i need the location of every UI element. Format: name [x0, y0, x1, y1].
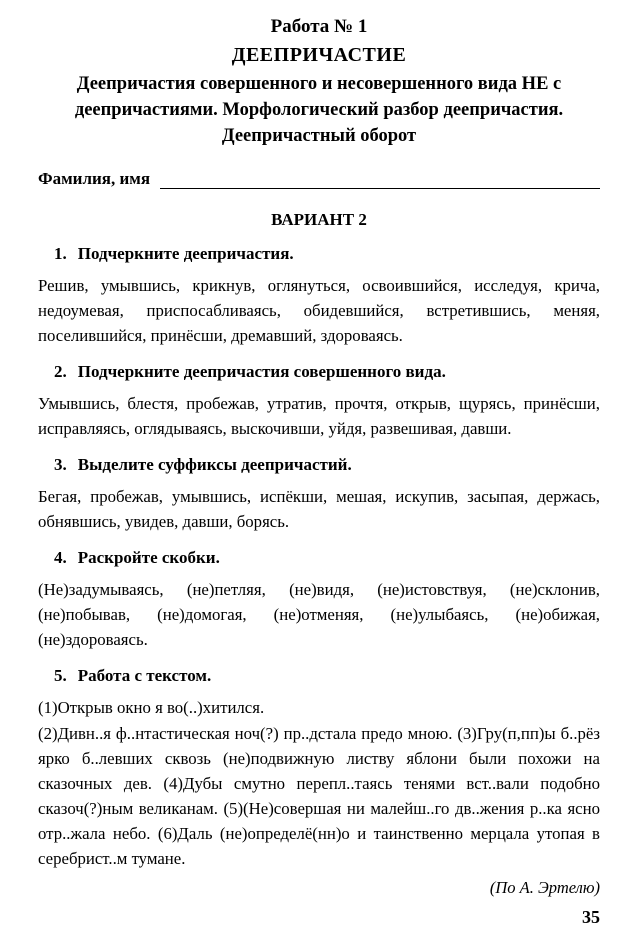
work-number-heading: Работа № 1	[270, 16, 368, 37]
task-4-number: 4.	[54, 548, 67, 567]
task-3-body: Бегая, пробежав, умывшись, испёкши, мешая, искупив, засыпая, держась, обнявшись, увидев, давши, борясь.	[38, 487, 600, 531]
task-5	[38, 664, 600, 871]
task-5-title: Работа с текстом.	[77, 666, 212, 685]
worksheet-subtitle: Деепричастия совершенного и несовершенного вида НЕ с деепричастиями. Морфологический разбор деепричастия. Деепричастный оборот	[74, 74, 564, 146]
task-2-number: 2.	[54, 362, 67, 381]
worksheet-title: ДЕЕПРИЧАСТИЕ	[231, 44, 407, 66]
task-2-title: Подчеркните деепричастия совершенного вида.	[77, 362, 446, 381]
task-2	[38, 360, 600, 441]
task-1-number: 1.	[54, 244, 67, 263]
task-3-number: 3.	[54, 455, 67, 474]
task-4	[38, 546, 600, 652]
task-5-sentence-1: (1)Открыв окно я во(..)хитился.	[38, 698, 265, 717]
task-5-heading	[38, 664, 600, 688]
task-4-heading	[38, 546, 600, 570]
task-5-number: 5.	[54, 666, 67, 685]
task-1-title: Подчеркните деепричастия.	[77, 244, 294, 263]
task-4-title: Раскройте скобки.	[77, 548, 220, 567]
page-number: 35	[582, 907, 600, 927]
name-field-row	[38, 169, 600, 189]
task-2-body: Умывшись, блестя, пробежав, утратив, прочтя, открыв, щурясь, принёсши, исправляясь, оглядываясь, выскочивши, уйдя, развешивая, давши.	[38, 394, 600, 438]
task-2-heading	[38, 360, 600, 384]
task-4-body: (Не)задумываясь, (не)петляя, (не)видя, (не)истовствуя, (не)склонив, (не)побывав, (не)домогая, (не)отменяя, (не)улыбаясь, (не)обижая, (не)здороваясь.	[38, 580, 600, 649]
attribution: (По А. Эртелю)	[489, 878, 600, 897]
task-3-title: Выделите суффиксы деепричастий.	[77, 455, 352, 474]
task-1-heading	[38, 242, 600, 266]
task-3	[38, 453, 600, 534]
name-field-label: Фамилия, имя	[38, 169, 151, 188]
task-1-body: Решив, умывшись, крикнув, оглянуться, освоившийся, исследуя, крича, недоумевая, приспосабливаясь, обидевшийся, встретившись, меняя, поселившийся, принёсши, дремавший, здороваясь.	[38, 276, 600, 345]
task-3-heading	[38, 453, 600, 477]
variant-heading: ВАРИАНТ 2	[271, 210, 367, 229]
task-1	[38, 242, 600, 348]
task-5-text: (2)Дивн..я ф..нтастическая ноч(?) пр..дстала предо мною. (3)Гру(п,пп)ы б..рёз ярко б..левших сквозь (не)подвижную листву яблони были похожи на сказочных дев. (4)Дубы смутно перепл..таясь тенями вст..вали подобно сказоч(?)ным великанам. (5)(Не)совершая ни малейш..го дв..жения р..ка ясно отр..жала небо. (6)Даль (не)определё(нн)о и таинственно мерцала утопая в серебрист..м тумане.	[38, 724, 600, 868]
name-blank-line	[160, 171, 600, 189]
